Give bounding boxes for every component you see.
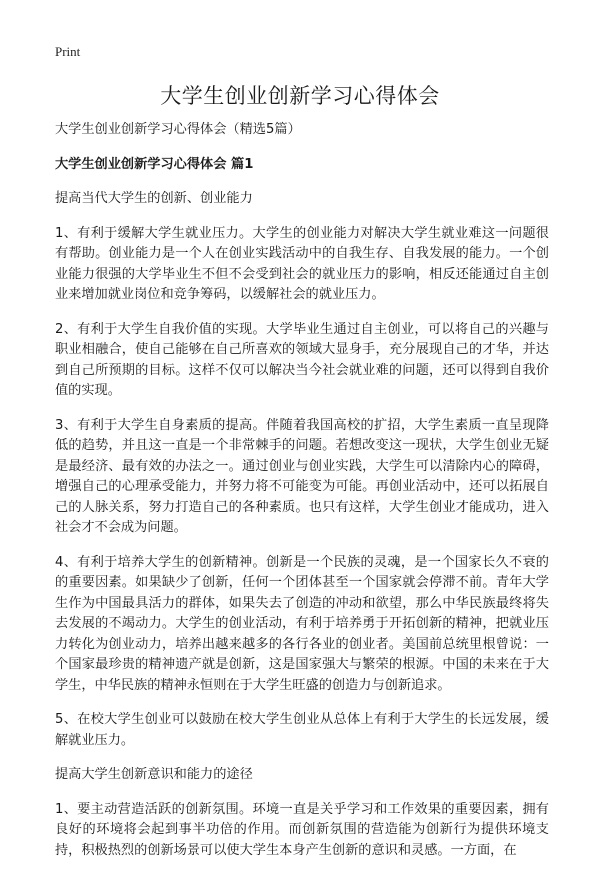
print-link[interactable]: Print: [55, 44, 81, 59]
paragraph-topic-heading: 提高大学生创新意识和能力的途径: [55, 767, 253, 782]
paragraph: 5、在校大学生创业可以鼓励在校大学生创业从总体上有利于大学生的长远发展，缓解就业压力。: [55, 712, 549, 748]
paragraph-topic-heading: 提高当代大学生的创新、创业能力: [55, 191, 253, 206]
section-heading: 大学生创业创新学习心得体会 篇1: [55, 156, 254, 172]
paragraph: 4、有利于培养大学生的创新精神。创新是一个民族的灵魂，是一个国家长久不衰的的重要因素。如果缺少了创新，任何一个团体甚至一个国家就会停滞不前。青年大学生作为中国最具活力的群体，如果失去了创造的冲动和欲望，那么中华民族最终将失去发展的不竭动力。大学生的创业活动，有利于培养勇于开拓创新的精神，把就业压力转化为创业动力，培养出越来越多的各行各业的创业者。美国前总统里根曾说：一个国家最珍贵的精神遗产就是创新，这是国家强大与繁荣的根源。中国的未来在于大学生，中华民族的精神永恒则在于大学生旺盛的创造力与创新追求。: [55, 554, 549, 693]
paragraph: 1、要主动营造活跃的创新氛围。环境一直是关乎学习和工作效果的重要因素，拥有良好的环境将会起到事半功倍的作用。而创新氛围的营造能为创新行为提供环境支持，积极热烈的创新场景可以使大学生本身产生创新的意识和灵感。一方面，在: [55, 801, 549, 858]
document-subtitle: 大学生创业创新学习心得体会（精选5篇）: [55, 122, 301, 137]
paragraph: 3、有利于大学生自身素质的提高。伴随着我国高校的扩招，大学生素质一直呈现降低的趋势，并且这一直是一个非常棘手的问题。若想改变这一现状，大学生创业无疑是最经济、最有效的办法之一。通过创业与创业实践，大学生可以清除内心的障碍，增强自己的心理承受能力，并努力将不可能变为可能。再创业活动中，还可以拓展自己的人脉关系，努力打造自己的各种素质。也只有这样，大学生创业才能成功，进入社会才不会成为问题。: [55, 417, 549, 535]
document-body: [55, 120, 549, 875]
paragraph: 2、有利于大学生自我价值的实现。大学毕业生通过自主创业，可以将自己的兴趣与职业相融合，使自己能够在自己所喜欢的领域大显身手，充分展现自己的才华，并达到自己所预期的目标。这样不仅可以解决当今社会就业难的问题，还可以得到自我价值的实现。: [55, 321, 549, 398]
page-title: 大学生创业创新学习心得体会: [160, 84, 440, 108]
paragraph: 1、有利于缓解大学生就业压力。大学生的创业能力对解决大学生就业难这一问题很有帮助。创业能力是一个人在创业实践活动中的自我生存、自我发展的能力。一个创业能力很强的大学毕业生不但不会受到社会的就业压力的影响，相反还能通过自主创业来增加就业岗位和竞争筹码，以缓解社会的就业压力。: [55, 225, 549, 302]
